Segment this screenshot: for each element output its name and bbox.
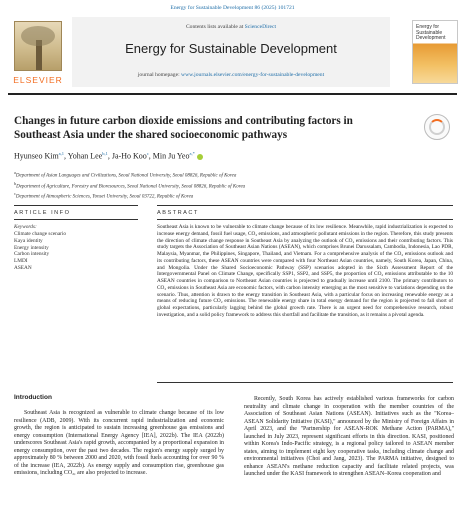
update-check-icon (429, 119, 445, 135)
author-affiliation-marker[interactable]: c (146, 151, 149, 156)
article-info-rule-top (14, 205, 138, 206)
abstract-rule-top (157, 205, 453, 206)
author-affiliation-marker[interactable]: a,1 (58, 151, 65, 156)
keyword-item[interactable]: ASEAN (14, 264, 32, 271)
keywords-list (14, 231, 66, 272)
author-separator: , (107, 151, 112, 161)
running-head[interactable]: Energy for Sustainable Development 86 (2025) 101721 (170, 5, 295, 11)
orcid-icon[interactable] (197, 154, 203, 160)
contents-line (72, 24, 390, 30)
contents-prefix: Contents lists available at (185, 24, 245, 30)
body-column-left: Southeast Asia is recognized as vulnerable to climate change because of its low resilience (ADB, 2009). With its concurrent rapid industrialization and economic growth, the region is anticipated to sustain increasing greenhouse gas emissions and energy consumption (International Energy Agency [IEA], 2022b). The IEA (2022b) underscores Southeast Asia's rapid growth, accompanied by a proportional expansion in energy consumption, over the past two decades. The region's energy supply surged by approximately 80 % between 2000 and 2020, with fossil fuels accounting for over 90 % of the increase (IEA, 2022b). As energy supply and consumption rise, greenhouse gas emissions, including CO₂, are also projected to increase. (14, 410, 224, 477)
elsevier-wordmark: ELSEVIER (13, 75, 63, 85)
author-name[interactable]: Ja-Ho Koo (111, 151, 147, 161)
author-name[interactable]: Min Ju Yeo (152, 151, 190, 161)
cover-title: Energy for Sustainable Development (416, 24, 446, 42)
author-name[interactable]: Yohan Lee (67, 151, 103, 161)
keyword-item[interactable]: LMDI (14, 258, 28, 265)
author-separator: , (148, 151, 153, 161)
author-affiliation-marker[interactable]: a,* (189, 151, 195, 156)
body-column-right: Recently, South Korea has actively established various frameworks for carbon neutrality and climate change in cooperation with the member countries of the Association of Southeast Asian Nations (ASEAN). Initiatives such as the "Korea–ASEAN Solidarity Initiative (KASI)," announced by the Ministry of Foreign Affairs in April 2023, and the "Partnership for ASEAN-ROK Methane Action (PARMA)," launched in July 2023, represent significant efforts in this direction. KASI, positioned within Korea's Indo-Pacific strategy, is a regional policy tailored to ASEAN member states, aiming to implement eight key cooperative tasks, including climate change and environmental initiatives (Choi and Jang, 2023). The PARMA initiative, designed to enhance ASEAN's methane reduction capacity and facilitate related projects, was launched under the KASI framework to strengthen ASEAN–Korea cooperation and (244, 396, 454, 478)
affiliation-line (14, 190, 444, 201)
journal-banner (72, 17, 390, 87)
affiliation-text: Department of Agriculture, Forestry and Bioresources, Seoul National University, Seoul 08826, Republic of Korea (16, 184, 246, 190)
keyword-item[interactable]: Energy intensity (14, 244, 49, 251)
abstract-heading: ABSTRACT (157, 210, 199, 216)
journal-header (8, 17, 457, 87)
keyword-item[interactable]: Climate change scenario (14, 231, 67, 237)
article-info-rule-bottom (14, 219, 138, 220)
affiliation-line (14, 180, 444, 191)
keyword-item[interactable]: Carbon intensity (14, 251, 50, 258)
homepage-line (72, 72, 390, 78)
affiliation-line (14, 169, 444, 180)
elsevier-logo[interactable] (8, 17, 68, 87)
affiliation-text: Department of Atmospheric Sciences, Yonsei University, Seoul 03722, Republic of Korea (15, 194, 194, 200)
author-separator: , (64, 151, 68, 161)
homepage-link[interactable]: www.journals.elsevier.com/energy-for-sustainable-development (181, 72, 325, 78)
abstract-text: Southeast Asia is known to be vulnerable to climate change because of its low resilience. Meanwhile, rapid industrialization is expected to increase energy demand, fossil fuel usage, CO₂ emissions, and atmospheric pollutant emissions in the region. Therefore, this study presents the direction of climate change response in Southeast Asia by analyzing the outlook of CO₂ emissions and their contributing factors. This study targets the Association of Southeast Asian Nations (ASEAN), which comprises Brunei Darussalam, Cambodia, Indonesia, Lao PDR, Malaysia, Myanmar, the Philippines, Singapore, Thailand, and Vietnam. For a comprehensive analysis of the CO₂ emissions outlook and its contributing factors, these ASEAN countries were compared with four Northeast Asian countries, namely, South Korea, Japan, China, and Mongolia. Under the Shared Socioeconomic Pathway (SSP) scenarios adopted in the Sixth Assessment Report of the Intergovernmental Panel on Climate Change, specifically SSP1, SSP2, and SSP5, the proportion of CO₂ emissions attributable to the 10 ASEAN countries in comparison to Northeast Asian countries is projected to gradually increase until 2100. The primary contributors to CO₂ emissions in Southeast Asia are economic factors, with carbon intensity emerging as the most sensitive to variations depending on the scenario. Thus, attention is drawn to the energy transition in Southeast Asia, with a particular focus on increasing renewable energy as a means of reducing future CO₂ emissions. The renewable energy share in total energy demand for the region is projected to fall short of global expectations, particularly lagging behind the global growth rate. There is an urgent need for comprehensive research, robust investigation, and a solid policy framework to address this shortfall and facilitate the transition, as it remains a pivotal agenda. (157, 224, 453, 318)
header-divider (8, 93, 457, 95)
elsevier-tree-icon (14, 21, 62, 71)
check-for-updates-badge[interactable] (424, 114, 450, 140)
author-name[interactable]: Hyunseo Kim (14, 151, 59, 161)
sciencedirect-link[interactable]: ScienceDirect (244, 24, 277, 30)
journal-title[interactable]: Energy for Sustainable Development (125, 41, 337, 56)
abstract-rule-end (157, 382, 453, 383)
affiliation-marker: c (14, 191, 16, 197)
article-title: Changes in future carbon dioxide emissions and contributing factors in Southeast Asia under the shared socioeconomic pathways (14, 115, 353, 141)
affiliation-text: Department of Asian Languages and Civilizations, Seoul National University, Seoul 08826, Republic of Korea (15, 173, 237, 179)
keyword-item[interactable]: Kaya identity (14, 237, 43, 244)
journal-cover-thumbnail[interactable] (412, 20, 458, 84)
author-affiliation-marker[interactable]: b,1 (102, 151, 108, 156)
introduction-heading: Introduction (14, 394, 52, 401)
keywords-label: Keywords: (14, 224, 37, 230)
affiliation-marker: a (14, 170, 16, 175)
abstract-rule-bottom (157, 219, 453, 220)
homepage-prefix: journal homepage: (137, 72, 182, 78)
author-list (14, 151, 203, 161)
affiliation-marker: b (14, 180, 17, 186)
article-info-heading: ARTICLE INFO (14, 210, 71, 216)
affiliations (14, 169, 444, 201)
